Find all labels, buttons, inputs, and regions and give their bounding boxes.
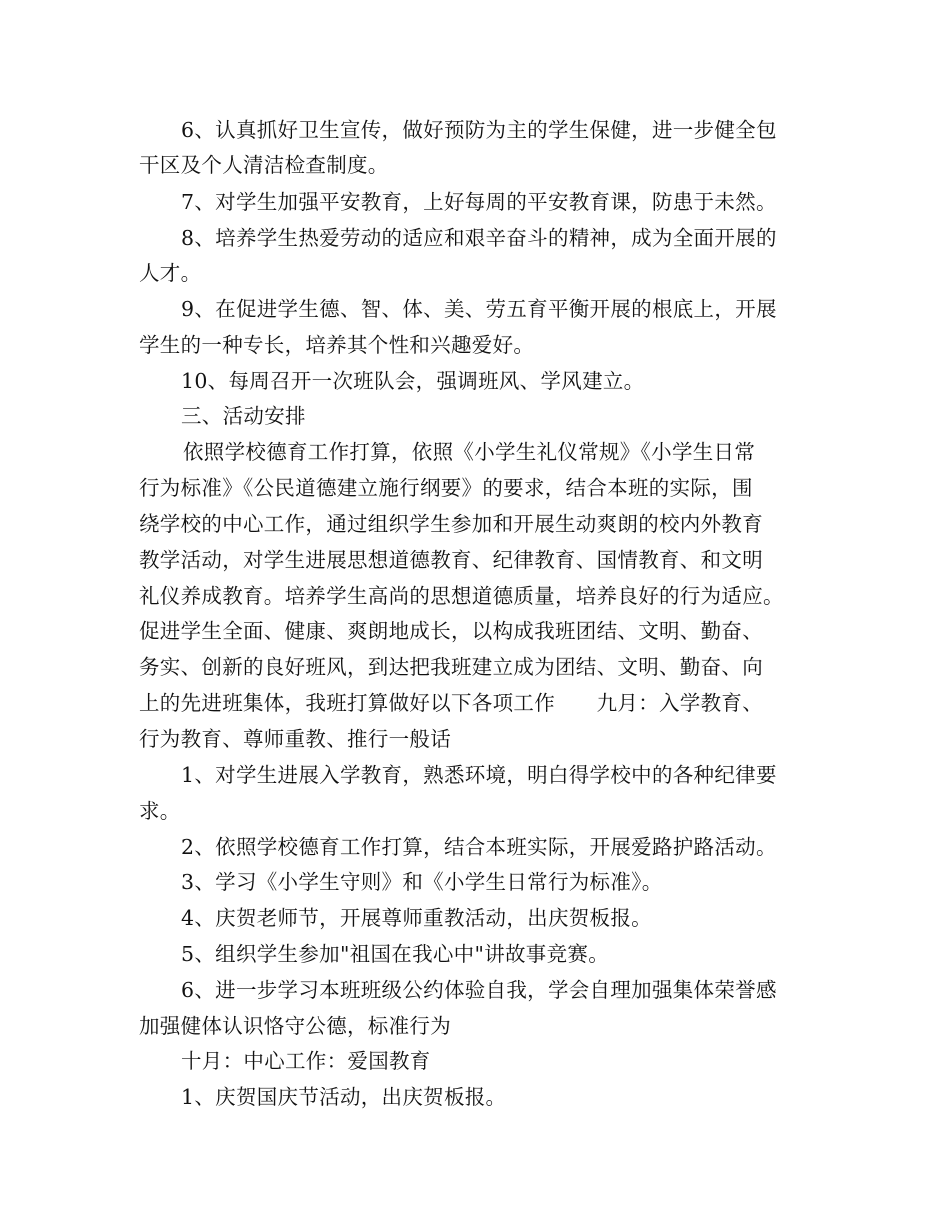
text-line-4: 8、培养学生热爱劳动的适应和艰辛奋斗的精神，成为全面开展的 [181, 226, 777, 250]
text-line-16: 务实、创新的良好班风，到达把我班建立成为团结、文明、勤奋、向 [139, 655, 763, 679]
text-line-14: 礼仪养成教育。培养学生高尚的思想道德质量，培养良好的行为适应。 [139, 584, 784, 608]
text-line-10: 依照学校德育工作打算，依照《小学生礼仪常规》《小学生日常 [183, 440, 756, 464]
text-line-27: 十月：中心工作：爱国教育 [181, 1049, 431, 1073]
text-line-11: 行为标准》《公民道德建立施行纲要》的要求，结合本班的实际，围 [139, 476, 753, 500]
text-line-17: 上的先进班集体，我班打算做好以下各项工作 九月：入学教育、 [139, 691, 763, 715]
text-line-2: 干区及个人清洁检查制度。 [139, 153, 389, 177]
text-line-12: 绕学校的中心工作，通过组织学生参加和开展生动爽朗的校内外教育 [139, 512, 763, 536]
text-line-18: 行为教育、尊师重教、推行一般话 [139, 727, 451, 751]
text-line-13: 教学活动，对学生进展思想道德教育、纪律教育、国情教育、和文明 [139, 548, 763, 572]
text-line-6: 9、在促进学生德、智、体、美、劳五育平衡开展的根底上，开展 [181, 297, 777, 321]
text-line-19: 1、对学生进展入学教育，熟悉环境，明白得学校中的各种纪律要 [181, 763, 777, 787]
text-line-26: 加强健体认识恪守公德，标准行为 [139, 1014, 451, 1038]
text-line-7: 学生的一种专长，培养其个性和兴趣爱好。 [139, 333, 535, 357]
text-line-24: 5、组织学生参加"祖国在我心中"讲故事竞赛。 [181, 942, 609, 966]
text-line-23: 4、庆贺老师节，开展尊师重教活动，出庆贺板报。 [181, 906, 652, 930]
text-line-20: 求。 [139, 799, 181, 823]
text-line-8: 10、每周召开一次班队会，强调班风、学风建立。 [181, 369, 645, 393]
text-line-21: 2、依照学校德育工作打算，结合本班实际，开展爱路护路活动。 [181, 835, 777, 859]
text-line-5: 人才。 [139, 261, 202, 285]
section-heading: 三、活动安排 [181, 404, 306, 428]
text-line-15: 促进学生全面、健康、爽朗地成长，以构成我班团结、文明、勤奋、 [139, 619, 763, 643]
text-line-28: 1、庆贺国庆节活动，出庆贺板报。 [181, 1085, 507, 1109]
text-line-1: 6、认真抓好卫生宣传，做好预防为主的学生保健，进一步健全包 [181, 118, 777, 142]
text-line-25: 6、进一步学习本班班级公约体验自我，学会自理加强集体荣誉感 [181, 978, 777, 1002]
text-line-22: 3、学习《小学生守则》和《小学生日常行为标准》。 [181, 870, 663, 894]
text-line-3: 7、对学生加强平安教育，上好每周的平安教育课，防患于未然。 [181, 190, 777, 214]
